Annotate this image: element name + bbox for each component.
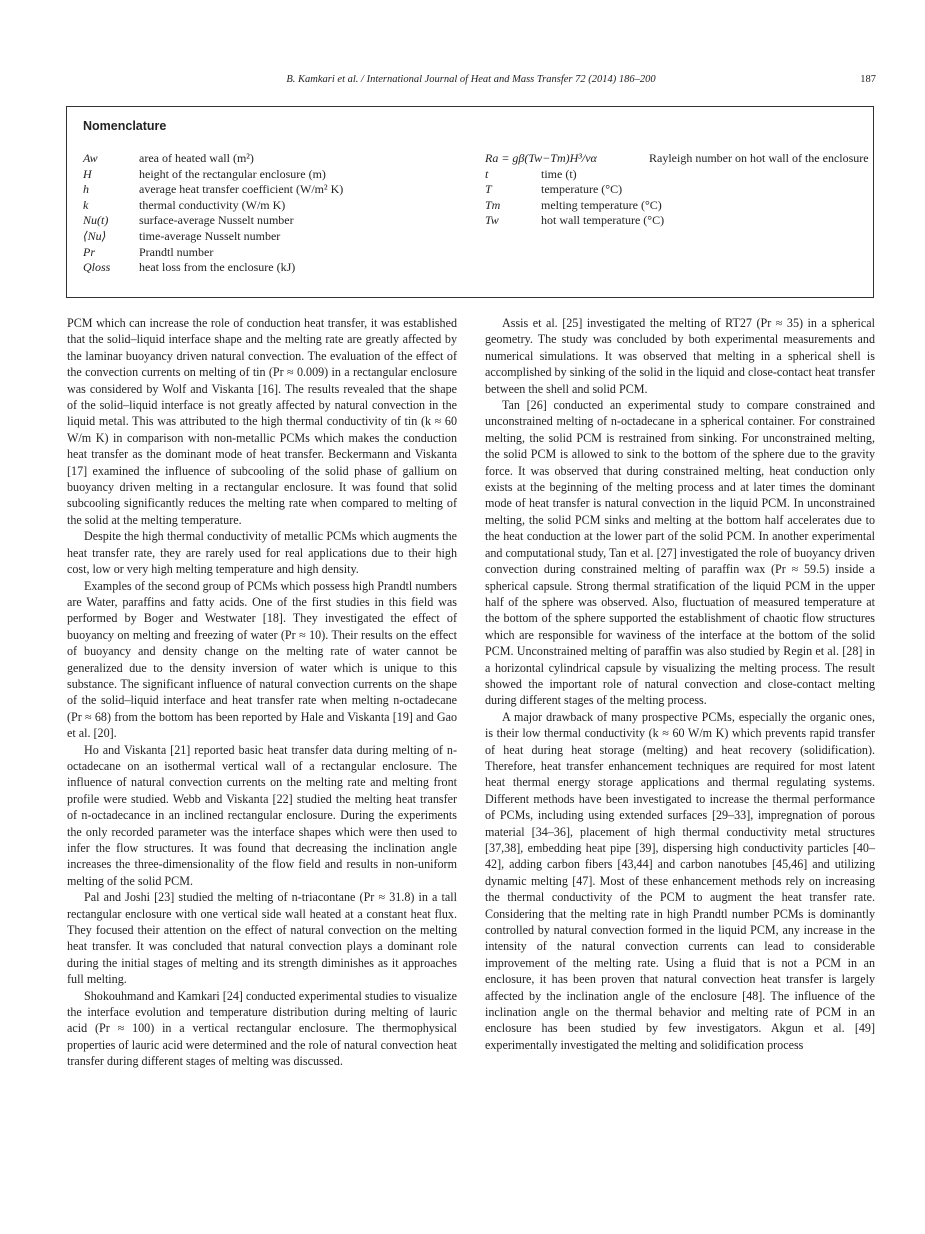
symbol: Pr [83, 244, 95, 259]
symbol: k [83, 197, 89, 212]
symbol: Qloss [83, 260, 111, 275]
definition: Rayleigh number on hot wall of the enclosure [649, 151, 869, 165]
nomenclature-entry [83, 182, 343, 198]
paragraph: A major drawback of many prospective PCMs, especially the organic ones, is their low thermal conductivity (k ≈ 60 W/m K) which prevents rapid transfer of heat during heat storage (melting) and heat recovery (solidification). Therefore, heat transfer enhancement techniques are required for most latent heat thermal energy storage applications and thermal regulating systems. Different methods have been investigated to increase the thermal performance of PCMs, including using extended surfaces [29–33], impregnation of porous material [34–36], placement of high thermal conductivity metal structures [37,38], embedding heat pipe [39], dispersing high conductivity particles [40–42], adding carbon fibers [43,44] and carbon nanotubes [45,46] and utilizing dynamic melting [47]. Most of these enhancement methods rely on increasing the thermal conductivity of the PCM to augment the heat transfer rate. Considering that the melting rate in high Prandtl number PCMs is dominantly controlled by natural convection formed in the liquid PCM, any increase in the intensity of the natural convection currents can lead to considerable improvement of the melting rate. Using a fluid that is not a PCM in an enclosure, it has been proven that natural convection heat transfer is largely affected by the inclination angle of the enclosure [48]. The influence of the inclination angle on the thermal behavior and melting rate of PCM in an enclosure has been studied by few investigators. Akgun et al. [49] experimentally investigated the melting and solidification process [485, 709, 875, 1052]
nomenclature-entry [485, 167, 869, 183]
definition: melting temperature (°C) [541, 197, 662, 212]
definition: area of heated wall (m²) [139, 151, 254, 165]
symbol: Nu(t) [83, 213, 109, 228]
definition: temperature (°C) [541, 182, 623, 197]
paragraph: Despite the high thermal conductivity of metallic PCMs which augments the heat transfer rate, they are rarely used for real applications due to their high cost, low or very high melting temperature and high density. [67, 529, 457, 577]
symbol: h [83, 182, 89, 197]
body-right-column [485, 315, 875, 1053]
nomenclature-entry [83, 229, 343, 245]
nomenclature-entry [485, 182, 869, 198]
nomenclature-entry [83, 198, 343, 214]
symbol: Tw [485, 213, 499, 228]
symbol: ⟨Nu⟩ [83, 228, 107, 243]
paragraph: Tan [26] conducted an experimental study to compare constrained and unconstrained melting of n-octadecane in a spherical container. For constrained melting, the solid PCM is restrained from sinking. For unconstrained melting, the solid PCM is allowed to sink to the bottom of the sphere due to the gravity force. It was observed that during constrained melting, heat conduction only exists at the beginning of the melting process and at later times the dominant mode of heat transfer is natural convection in the liquid PCM. In unconstrained melting, the solid PCM sinks and melting at the bottom half accelerates due to the heat conduction at the lower part of the solid PCM. In another experimental and computational study, Tan et al. [27] investigated the role of buoyancy driven convection during constrained melting of paraffin wax (Pr ≈ 59.5) inside a spherical capsule. Strong thermal stratification of the liquid PCM in the upper half of the sphere was observed. Also, fluctuation of measured temperature at the bottom of the sphere supported the establishment of chaotic flow structures which are responsible for waviness of the interface at the bottom of the solid PCM. Unconstrained melting of paraffin was also studied by Regin et al. [28] in a horizontal cylindrical capsule by visualizing the melting process. The result showed the important role of natural convection and close-contact melting during different stages of the melting process. [485, 398, 875, 708]
paragraph: Shokouhmand and Kamkari [24] conducted experimental studies to visualize the interface evolution and temperature distribution during melting of lauric acid (Pr ≈ 100) in a vertical rectangular enclosure. The thermophysical properties of lauric acid were determined and the role of natural convection heat transfer during different stages of melting was discussed. [67, 988, 457, 1069]
nomenclature-entry [83, 151, 343, 167]
nomenclature-right-column [485, 151, 869, 229]
body-left-column [67, 315, 457, 1070]
definition: time (t) [541, 166, 577, 181]
symbol: t [485, 166, 489, 181]
definition: hot wall temperature (°C) [541, 213, 665, 228]
definition: surface-average Nusselt number [139, 213, 294, 228]
definition: average heat transfer coefficient (W/m² K) [139, 182, 344, 197]
paragraph: Ho and Viskanta [21] reported basic heat transfer data during melting of n-octadecane on an isothermal vertical wall of a rectangular enclosure. The influence of natural convection currents on the melting rate and melting front profile were studied. Webb and Viskanta [22] studied the melting heat transfer of n-octadecance in an inclined rectangular enclosure. During the experiments the only recorded parameter was the interface shapes which were then used to infer the flow structures. It was found that decreasing the inclination angle increases the three-dimensionality of the flow field and results in non-uniform melting of the solid PCM. [67, 742, 457, 888]
nomenclature-entry [83, 213, 343, 229]
nomenclature-entry [83, 260, 343, 276]
nomenclature-entry [83, 245, 343, 261]
symbol: Ra = gβ(Tw−Tm)H³/να [485, 151, 597, 165]
paragraph: Examples of the second group of PCMs which possess high Prandtl numbers are Water, paraffins and fatty acids. One of the first studies in this field was performed by Boger and Westwater [18]. They investigated the effect of buoyancy on melting and freezing of water (Pr ≈ 10). Their results on the effect of buoyancy and density change on the melting rate of water cannot be generalized due to the density inversion of water which is unique to this substance. The significant influence of natural convection currents on the shape of the solid–liquid interface and heat transfer rate when melting n-octadecane (Pr ≈ 68) from the bottom has been reported by Hale and Viskanta [19] and Gao et al. [20]. [67, 578, 457, 741]
nomenclature-box [66, 106, 874, 298]
definition: Prandtl number [139, 244, 214, 259]
nomenclature-entry [485, 198, 869, 214]
paragraph: PCM which can increase the role of conduction heat transfer, it was established that the solid–liquid interface shape and the melting rate are greatly affected by the laminar buoyancy driven natural convection. The evaluation of the effect of the convection currents on melting of tin (Pr ≈ 0.009) in a rectangular enclosure was considered by Wolf and Viskanta [16]. The results revealed that the shape of the solid–liquid interface is not greatly affected by natural convection in the liquid metal. This was attributed to the high thermal conductivity of tin (k ≈ 60 W/m K) in comparison with non-metallic PCMs which makes the conduction heat transfer as the dominant mode of heat transfer. Beckermann and Viskanta [17] examined the influence of subcooling of the solid phase of gallium on buoyancy driven melting in a rectangular enclosure. It was found that solid subcooling significantly reduces the melting rate when compared to melting of the solid at the melting temperature. [67, 316, 457, 527]
nomenclature-entry [485, 151, 869, 167]
paragraph: Assis et al. [25] investigated the melting of RT27 (Pr ≈ 35) in a spherical geometry. The study was concluded by both experimental measurements and numerical simulations. It was observed that melting in a spherical shell is accomplished by sinking of the solid in the liquid and close-contact heat transfer between the shell and solid PCM. [485, 316, 875, 396]
nomenclature-entry [485, 213, 869, 229]
running-header [66, 74, 876, 90]
page-number: 187 [860, 74, 876, 85]
journal-citation: B. Kamkari et al. / International Journal of Heat and Mass Transfer 72 (2014) 186–200 [286, 74, 656, 85]
definition: height of the rectangular enclosure (m) [139, 166, 326, 181]
definition: heat loss from the enclosure (kJ) [139, 260, 296, 275]
symbol: Tm [485, 197, 501, 212]
definition: thermal conductivity (W/m K) [139, 197, 286, 212]
symbol: H [83, 166, 92, 181]
definition: time-average Nusselt number [139, 228, 281, 243]
symbol: T [485, 182, 492, 197]
nomenclature-entry [83, 167, 343, 183]
nomenclature-left-column [83, 151, 343, 276]
paragraph: Pal and Joshi [23] studied the melting of n-triacontane (Pr ≈ 31.8) in a tall rectangular enclosure with one vertical side wall heated at a constant heat flux. They focused their attention on the effect of natural convection on the melting heat transfer. It was concluded that natural convection plays a dominant role during the initial stages of melting and its strength diminishes as it approaches full melting. [67, 890, 457, 987]
symbol: Aw [83, 151, 98, 165]
nomenclature-title: Nomenclature [83, 119, 167, 133]
